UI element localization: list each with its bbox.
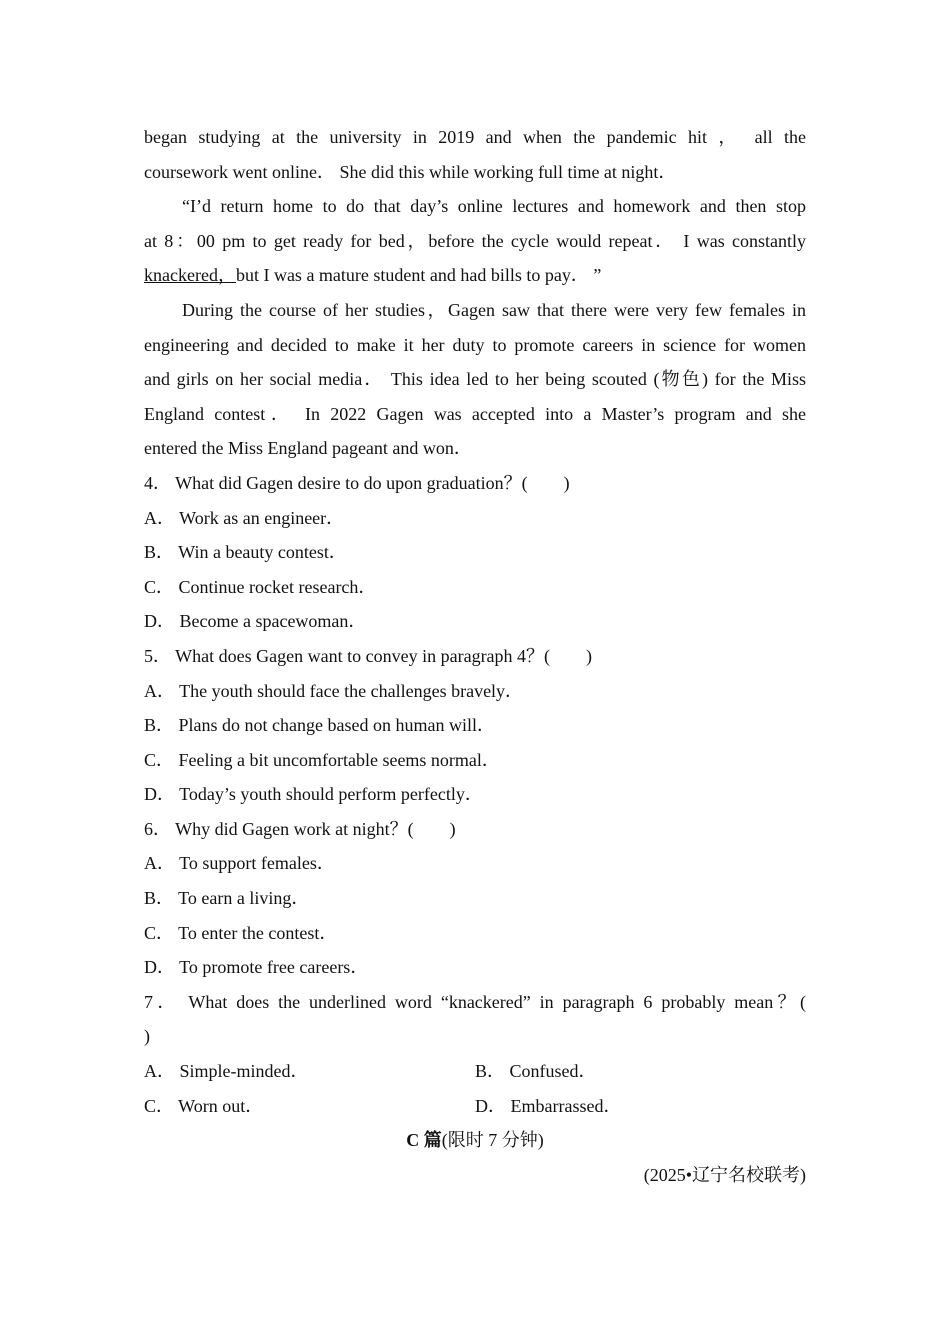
- option-row: [144, 1089, 806, 1124]
- question-stem-continued: ): [144, 1026, 150, 1047]
- paragraph-line: “I’d return home to do that day’s online lectures and homework and then stop: [182, 196, 806, 217]
- option-c: C． Continue rocket research．: [144, 576, 377, 597]
- question-6: [144, 812, 806, 985]
- paragraph-line: at 8：00 pm to get ready for bed，before the cycle would repeat． I was constantly: [144, 230, 806, 251]
- option-b: B． Win a beauty contest．: [144, 542, 347, 563]
- paragraph-line: and girls on her social media． This idea led to her being scouted (物色) for the Miss: [144, 369, 806, 390]
- paragraph-line: entered the Miss England pageant and won．: [144, 438, 472, 459]
- option-a: A． Work as an engineer．: [144, 507, 345, 528]
- underlined-word: knackered，: [144, 265, 236, 286]
- paragraph-line: coursework went online． She did this while working full time at night．: [144, 161, 677, 182]
- option-b: B． To earn a living．: [144, 888, 310, 909]
- section-label: C 篇: [406, 1130, 442, 1151]
- option-b: B． Plans do not change based on human will．: [144, 715, 495, 736]
- option-d: D． Embarrassed．: [475, 1095, 622, 1116]
- section-time-limit: (限时 7 分钟): [441, 1130, 544, 1151]
- option-a: A． Simple-minded．: [144, 1061, 309, 1082]
- question-7: [144, 985, 806, 1123]
- paragraph-line: [144, 258, 806, 293]
- option-d: D． Today’s youth should perform perfectly．: [144, 784, 483, 805]
- option-d: D． Become a spacewoman．: [144, 611, 367, 632]
- paragraph-text: but I was a mature student and had bills to pay． ”: [235, 265, 602, 286]
- option-a: A． The youth should face the challenges bravely．: [144, 680, 524, 701]
- question-4: [144, 466, 806, 639]
- option-a: A． To support females．: [144, 853, 335, 874]
- option-c: C． Worn out．: [144, 1095, 264, 1116]
- paragraph-line: began studying at the university in 2019 and when the pandemic hit ， all the: [144, 127, 806, 147]
- option-c: C． To enter the contest．: [144, 922, 338, 943]
- option-b: B． Confused．: [475, 1061, 597, 1082]
- section-title: [144, 1123, 806, 1158]
- question-5: [144, 639, 806, 812]
- question-stem: 4． What did Gagen desire to do upon graduation？( ): [144, 472, 570, 493]
- document-page: [144, 120, 806, 1192]
- question-stem: 7． What does the underlined word “knackered” in paragraph 6 probably mean？(: [144, 991, 806, 1012]
- option-row: [144, 1054, 806, 1089]
- section-source: (2025•辽宁名校联考): [643, 1164, 806, 1185]
- paragraph-1: [144, 120, 806, 189]
- paragraph-line: England contest． In 2022 Gagen was accepted into a Master’s program and she: [144, 403, 806, 424]
- paragraph-2: [144, 189, 806, 293]
- option-c: C． Feeling a bit uncomfortable seems normal．: [144, 749, 500, 770]
- option-d: D． To promote free careers．: [144, 957, 369, 978]
- paragraph-3: [144, 293, 806, 466]
- question-stem: 5． What does Gagen want to convey in paragraph 4？( ): [144, 645, 593, 666]
- paragraph-line: engineering and decided to make it her duty to promote careers in science for women: [144, 334, 806, 355]
- paragraph-line: During the course of her studies，Gagen saw that there were very few females in: [182, 299, 806, 320]
- question-stem: 6． Why did Gagen work at night？( ): [144, 818, 456, 839]
